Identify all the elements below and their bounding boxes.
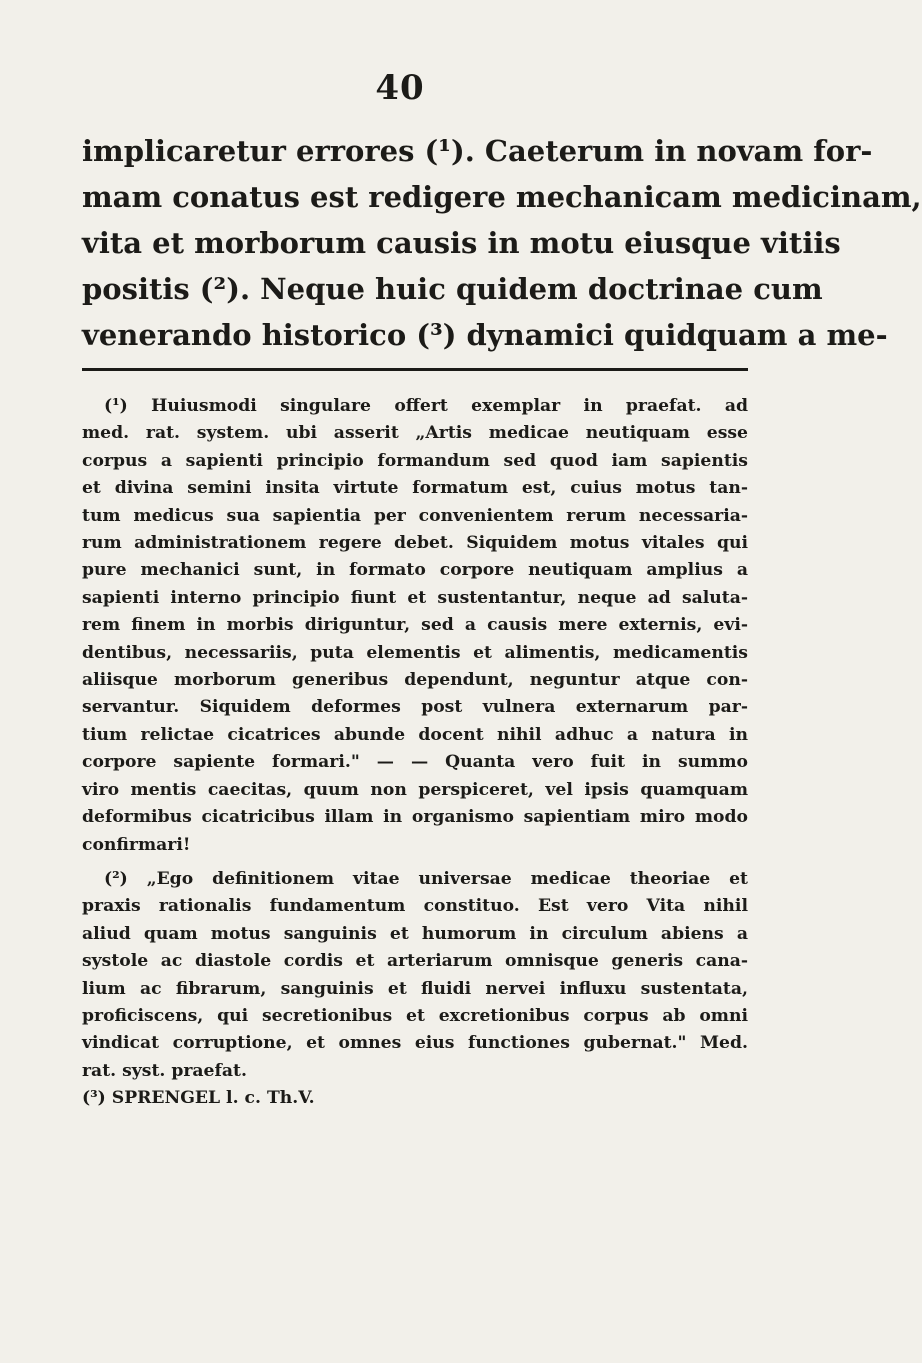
footnote-2: [82, 866, 748, 1085]
footnote-line: servantur. Siquidem deformes post vulnera externarum par-: [82, 697, 748, 718]
footnote-line: vindicat corruptione, et omnes eius functiones gubernat." Med.: [82, 1033, 748, 1054]
main-text-line: venerando historico (³) dynamici quidquam a me-: [82, 318, 888, 352]
footnote-line: tum medicus sua sapientia per convenientem rerum necessaria-: [82, 505, 748, 526]
footnote-line: lium ac fibrarum, sanguinis et fluidi nervei influxu sustentata,: [82, 978, 748, 999]
footnote-line: deformibus cicatricibus illam in organismo sapientiam miro modo: [82, 807, 748, 828]
footnote-line: aliisque morborum generibus dependunt, neguntur atque con-: [82, 670, 748, 691]
footnote-line: praxis rationalis fundamentum constituo. Est vero Vita nihil: [82, 896, 748, 917]
footnote-line: viro mentis caecitas, quum non perspiceret, vel ipsis quamquam: [82, 779, 748, 800]
footnote-line: tium relictae cicatrices abunde docent nihil adhuc a natura in: [82, 724, 748, 745]
footnote-line: corpus a sapienti principio formandum sed quod iam sapientis: [82, 450, 748, 471]
main-text-line: implicaretur errores (¹). Caeterum in novam for-: [82, 134, 873, 168]
footnote-line: systole ac diastole cordis et arteriarum omnisque generis cana-: [82, 951, 748, 972]
footnote-line: aliud quam motus sanguinis et humorum in circulum abiens a: [82, 923, 748, 944]
footnotes: [82, 393, 748, 1113]
main-text-line: vita et morborum causis in motu eiusque vitiis: [82, 226, 841, 260]
footnote-line: pure mechanici sunt, in formato corpore neutiquam amplius a: [82, 560, 748, 581]
footnote-separator-rule: [82, 368, 748, 371]
footnote-line: med. rat. system. ubi asserit „Artis medicae neutiquam esse: [82, 423, 748, 444]
footnote-line: confirmari!: [82, 834, 191, 855]
footnote-1: [82, 393, 748, 859]
footnote-line: corpore sapiente formari." — — Quanta vero fuit in summo: [82, 752, 748, 773]
main-text: [82, 128, 922, 358]
footnote-line: sapienti interno principio fiunt et sustentantur, neque ad saluta-: [82, 587, 748, 608]
page-number: 40: [375, 68, 425, 108]
footnote-gap: [82, 859, 748, 866]
footnote-3: [82, 1085, 748, 1112]
footnote-line: rem finem in morbis diriguntur, sed a causis mere externis, evi-: [82, 615, 748, 636]
footnote-line: (²) „Ego definitionem vitae universae medicae theoriae et: [104, 868, 748, 889]
footnote-line: (³) SPRENGEL l. c. Th.V.: [82, 1088, 315, 1109]
footnote-line: dentibus, necessariis, puta elementis et alimentis, medicamentis: [82, 642, 748, 663]
footnote-line: proficiscens, qui secretionibus et excretionibus corpus ab omni: [82, 1005, 748, 1026]
footnote-line: rat. syst. praefat.: [82, 1060, 247, 1081]
footnote-line: rum administrationem regere debet. Siquidem motus vitales qui: [82, 533, 748, 554]
main-text-line: mam conatus est redigere mechanicam medicinam,: [82, 180, 922, 214]
footnote-line: (¹) Huiusmodi singulare offert exemplar in praefat. ad: [104, 396, 748, 416]
main-text-line: positis (²). Neque huic quidem doctrinae cum: [82, 272, 823, 306]
footnote-line: et divina semini insita virtute formatum est, cuius motus tan-: [82, 478, 748, 499]
